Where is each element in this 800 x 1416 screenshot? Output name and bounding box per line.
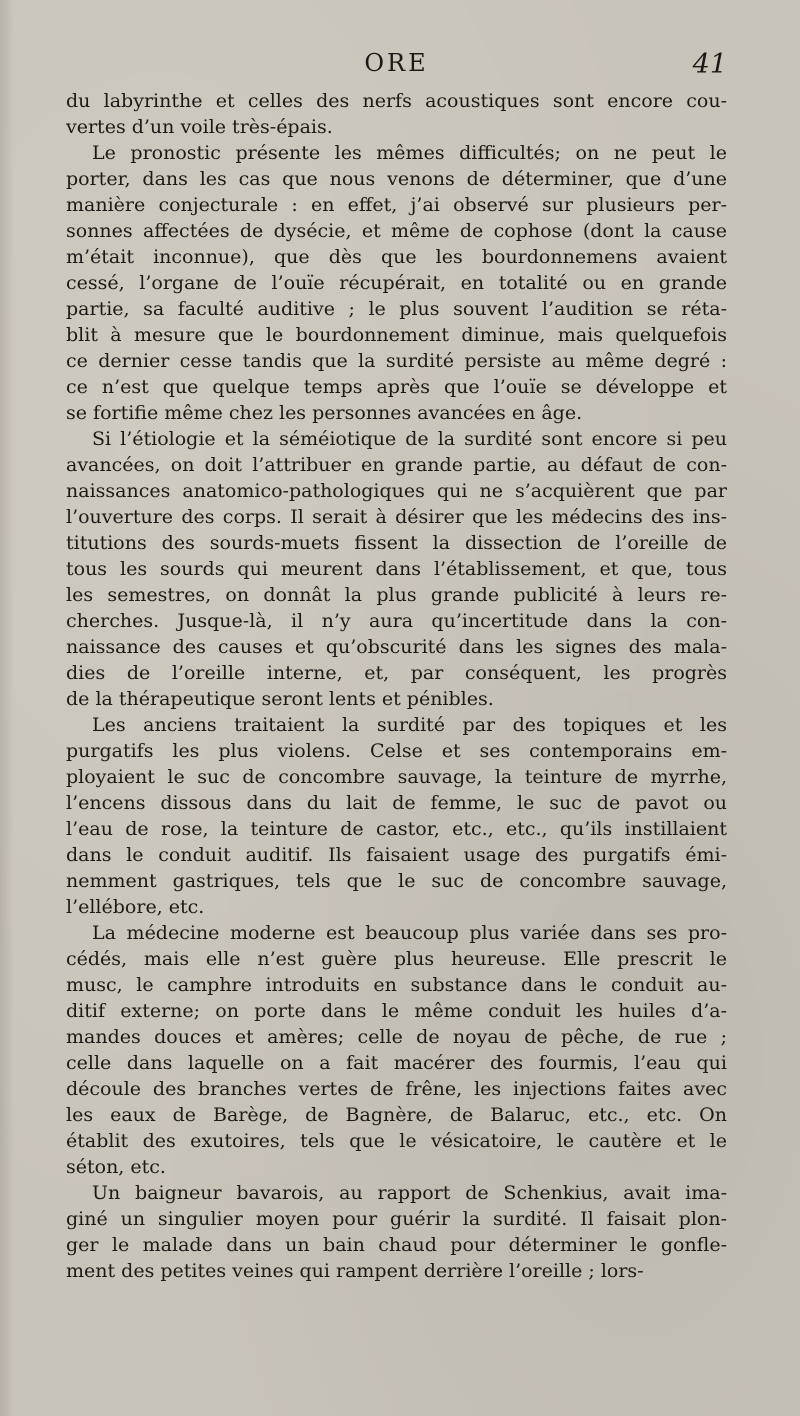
text-line: titutions des sourds-muets fissent la dissection de l’oreille de <box>66 532 727 554</box>
text-line: tous les sourds qui meurent dans l’établissement, et que, tous <box>66 558 727 580</box>
text-line: Les anciens traitaient la surdité par des topiques et les <box>92 714 727 736</box>
text-line: mandes douces et amères; celle de noyau de pêche, de rue ; <box>66 1026 727 1048</box>
text-line: blit à mesure que le bourdonnement diminue, mais quelquefois <box>66 324 727 346</box>
paragraph <box>66 1180 727 1284</box>
text-line: nemment gastriques, tels que le suc de concombre sauvage, <box>66 870 727 892</box>
text-line: de la thérapeutique seront lents et pénibles. <box>66 688 494 710</box>
text-line: musc, le camphre introduits en substance dans le conduit au- <box>66 974 727 996</box>
text-line: séton, etc. <box>66 1156 166 1178</box>
page-edge-shadow <box>0 0 14 1416</box>
text-line: établit des exutoires, tels que le vésicatoire, le cautère et le <box>66 1130 727 1152</box>
paragraph <box>66 920 727 1180</box>
text-line: cherches. Jusque-là, il n’y aura qu’incertitude dans la con- <box>66 610 727 632</box>
text-line: l’encens dissous dans du lait de femme, le suc de pavot ou <box>66 792 727 814</box>
text-line: ce n’est que quelque temps après que l’ouïe se développe et <box>66 376 727 398</box>
text-line: du labyrinthe et celles des nerfs acoustiques sont encore cou- <box>66 90 727 112</box>
text-line: Le pronostic présente les mêmes difficultés; on ne peut le <box>92 142 727 164</box>
text-line: m’était inconnue), que dès que les bourdonnemens avaient <box>66 246 727 268</box>
text-line: avancées, on doit l’attribuer en grande partie, au défaut de con- <box>66 454 727 476</box>
paragraph <box>66 88 727 140</box>
text-line: cessé, l’organe de l’ouïe récupérait, en totalité ou en grande <box>66 272 727 294</box>
text-line: ce dernier cesse tandis que la surdité persiste au même degré : <box>66 350 727 372</box>
page-number: 41 <box>692 49 727 80</box>
paragraph <box>66 140 727 426</box>
text-line: sonnes affectées de dysécie, et même de cophose (dont la cause <box>66 220 727 242</box>
text-line: manière conjecturale : en effet, j’ai observé sur plusieurs per- <box>66 194 727 216</box>
text-line: ditif externe; on porte dans le même conduit les huiles d’a- <box>66 1000 727 1022</box>
running-title: ORE <box>364 49 429 77</box>
book-page <box>66 48 727 1284</box>
paragraph <box>66 426 727 712</box>
text-line: l’ellébore, etc. <box>66 896 205 918</box>
text-line: naissances anatomico-pathologiques qui ne s’acquièrent que par <box>66 480 727 502</box>
text-line: se fortifie même chez les personnes avancées en âge. <box>66 402 583 424</box>
text-line: ger le malade dans un bain chaud pour déterminer le gonfle- <box>66 1234 727 1256</box>
text-line: porter, dans les cas que nous venons de déterminer, que d’une <box>66 168 727 190</box>
text-line: dies de l’oreille interne, et, par conséquent, les progrès <box>66 662 727 684</box>
text-line: celle dans laquelle on a fait macérer des fourmis, l’eau qui <box>66 1052 727 1074</box>
text-line: La médecine moderne est beaucoup plus variée dans ses pro- <box>92 922 727 944</box>
text-line: cédés, mais elle n’est guère plus heureuse. Elle prescrit le <box>66 948 727 970</box>
text-line: dans le conduit auditif. Ils faisaient usage des purgatifs émi- <box>66 844 727 866</box>
text-line: découle des branches vertes de frêne, les injections faites avec <box>66 1078 727 1100</box>
page-header <box>66 48 727 88</box>
text-line: Un baigneur bavarois, au rapport de Schenkius, avait ima- <box>92 1182 727 1204</box>
body-text <box>66 88 727 1284</box>
text-line: ployaient le suc de concombre sauvage, la teinture de myrrhe, <box>66 766 727 788</box>
text-line: vertes d’un voile très-épais. <box>66 116 333 138</box>
text-line: naissance des causes et qu’obscurité dans les signes des mala- <box>66 636 727 658</box>
paragraph <box>66 712 727 920</box>
text-line: l’ouverture des corps. Il serait à désirer que les médecins des ins- <box>66 506 727 528</box>
text-line: giné un singulier moyen pour guérir la surdité. Il faisait plon- <box>66 1208 727 1230</box>
text-line: les eaux de Barège, de Bagnère, de Balaruc, etc., etc. On <box>66 1104 727 1126</box>
text-line: les semestres, on donnât la plus grande publicité à leurs re- <box>66 584 727 606</box>
text-line: ment des petites veines qui rampent derrière l’oreille ; lors- <box>66 1260 644 1282</box>
text-line: purgatifs les plus violens. Celse et ses contemporains em- <box>66 740 727 762</box>
text-line: Si l’étiologie et la séméiotique de la surdité sont encore si peu <box>92 428 727 450</box>
text-line: partie, sa faculté auditive ; le plus souvent l’audition se réta- <box>66 298 727 320</box>
text-line: l’eau de rose, la teinture de castor, etc., etc., qu’ils instillaient <box>66 818 727 840</box>
